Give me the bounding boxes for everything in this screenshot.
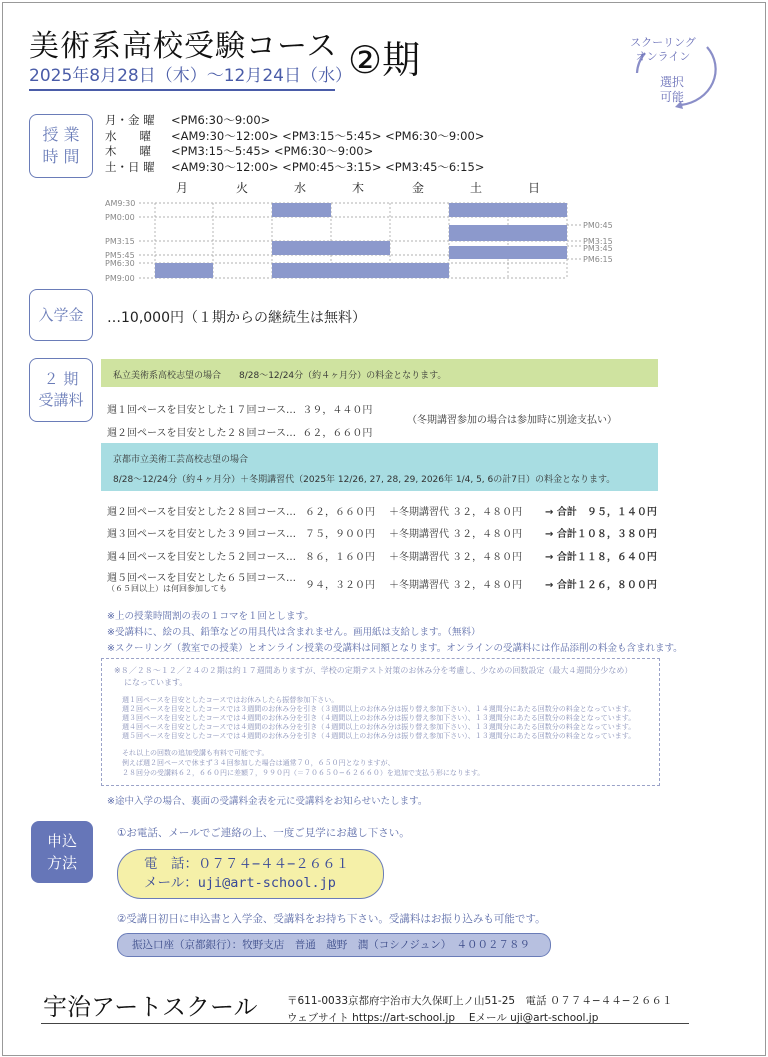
time-label: PM9:00 xyxy=(105,274,135,283)
badge-line1: スクーリング xyxy=(630,36,696,49)
public-course-row: 週３回ペースを目安とした３９回コース… xyxy=(107,529,296,540)
day-wed: 水 xyxy=(293,181,306,195)
schedule-row: 木 曜 <PM3:15〜5:45> <PM6:30〜9:00> xyxy=(105,144,374,158)
contact-box xyxy=(117,849,384,899)
schedule-row: 水 曜 <AM9:30〜12:00> <PM3:15〜5:45> <PM6:30〜9:00> xyxy=(105,128,485,143)
public-course-row: 週４回ペースを目安とした５２回コース… xyxy=(107,552,296,563)
time-label: PM0:00 xyxy=(105,213,135,222)
slot-weekend-morning xyxy=(449,203,567,217)
term-label: ②期 xyxy=(348,38,421,82)
time-label: PM3:45 xyxy=(583,244,613,253)
slot-wed-morning xyxy=(272,203,331,217)
badge-line3: 選択 xyxy=(659,75,684,89)
day-mon: 月 xyxy=(175,181,188,195)
public-course-total: → 合計１０８，３８０円 xyxy=(545,529,657,540)
public-course-total: → 合計１１８，６４０円 xyxy=(545,552,657,563)
public-course-price: ６２，６６０円 xyxy=(305,507,375,518)
apply-label: 申込 方法 xyxy=(31,821,93,883)
enrollment-fee: …10,000円（１期からの継続生は無料） xyxy=(107,310,366,326)
slot-wed-fri-evening xyxy=(272,263,449,278)
note-line: ※スクーリング（教室での授業）とオンライン授業の受講料は同額となります。オンラインの受講料には作品添削の料金も含まれます。 xyxy=(107,643,683,654)
badge-line2: オンライン xyxy=(635,50,691,63)
footer-website[interactable]: ウェブサイト https://art-school.jp Eメール uji@art-school.jp xyxy=(287,1012,599,1024)
slot-wed-thu-afternoon xyxy=(272,241,390,255)
public-school-header: 京都市立美術工芸高校志望の場合 8/28〜12/24分（約４ヶ月分）＋冬期講習代（2025年 12/26, 27, 28, 29, 2026年 1/4, 5, 6の計7日）の料金となります。 xyxy=(101,443,658,491)
slot-mon-evening xyxy=(155,263,213,278)
public-course-extra: ＋冬期講習代 ３２，４８０円 xyxy=(389,529,523,540)
public-course-extra: ＋冬期講習代 ３２，４８０円 xyxy=(389,507,523,518)
footer-address: 〒611-0033京都府宇治市大久保町上ノ山51-25 電話 ０７７４−４４−２６６１ xyxy=(287,995,673,1007)
timetable-grid xyxy=(103,197,613,283)
day-sun: 日 xyxy=(527,181,540,195)
page-title: 美術系高校受験コース xyxy=(29,29,338,64)
public-course-price: ８６，１６０円 xyxy=(305,552,375,563)
apply-step-1: ①お電話、メールでご連絡の上、一度ご見学にお越し下さい。 xyxy=(117,827,410,839)
schooling-online-badge xyxy=(615,33,725,109)
public-course-total: → 合計１２６，８００円 xyxy=(545,580,657,591)
public-course-extra: ＋冬期講習代 ３２，４８０円 xyxy=(389,580,523,591)
public-course-extra: ＋冬期講習代 ３２，４８０円 xyxy=(389,552,523,563)
bank-account: 振込口座（京都銀行）：牧野支店 普通 越野 潤（コシノジュン） ４００２７８９ xyxy=(117,933,551,957)
schedule-label: 授 業 時 間 xyxy=(29,114,93,178)
enrollment-label: 入学金 xyxy=(29,289,93,341)
time-label: PM3:15 xyxy=(105,237,135,246)
note-line: ※上の授業時間割の表の１コマを１回とします。 xyxy=(107,611,314,622)
time-label: PM6:15 xyxy=(583,255,613,264)
time-label: PM0:45 xyxy=(583,221,613,230)
time-label: AM9:30 xyxy=(105,199,136,208)
time-label: PM6:30 xyxy=(105,259,135,268)
time-label: PM3:15 xyxy=(583,237,613,246)
day-tue: 火 xyxy=(235,181,248,195)
session-count-note-box: ※８／２８〜１２／２４の２期は約１７週間ありますが、学校の定期テスト対策のお休み分を考慮し、少なめの回数設定（最大４週間分少なめ） になっています。 週１回ペースを目安としたコースではお休みしたら振替参加下さい。 週２回ペースを目安としたコースでは３週間のお休み分を引き（３週間以上のお休み分は振り替え参加下さい）、１４週間分にあたる回数分の料金となっています。 週３回ペースを目安としたコースでは４週間のお休み分を引き（４週間以上のお休み分は振り替え参加下さい）、１３週間分にあたる回数分の料金となっています。 週４回ペースを目安としたコースでは４週間のお休み分を引き（４週間以上のお休み分は振り替え参加下さい）、１３週間分にあたる回数分の料金となっています。 週５回ペースを目安としたコースでは４週間のお休み分を引き（４週間以上のお休み分は振り替え参加下さい）、１３週間分にあたる回数分の料金となっています。 それ以上の回数の追加受講も有料で可能です。 例えば週２回ペースで休まず３４回参加した場合は通常７０，６５０円となりますが、 ２８回分の受講料６２，６６０円に差額７，９９０円（＝７０６５０−６２６６０）を追加で支払う形になります。 xyxy=(101,658,660,786)
apply-step-2: ②受講日初日に申込書と入学金、受講料をお持ち下さい。受講料はお振り込みも可能です。 xyxy=(117,913,546,925)
public-course-total: → 合計 ９５，１４０円 xyxy=(545,507,657,518)
day-thu: 木 xyxy=(351,181,364,195)
public-course-row-sub: （６５回以上）は何回参加しても xyxy=(107,584,227,593)
time-label: PM5:45 xyxy=(105,251,135,260)
course-period: 2025年8月28日（木）〜12月24日（水） xyxy=(29,66,352,86)
badge-line4: 可能 xyxy=(659,90,684,104)
private-course-1: 週１回ペースを目安とした１７回コース… ３９，４４０円 xyxy=(107,405,373,416)
public-course-row: 週２回ペースを目安とした２８回コース… xyxy=(107,507,296,518)
private-course-2: 週２回ペースを目安とした２８回コース… ６２，６６０円 xyxy=(107,428,373,439)
note-line: ※受講料に、絵の具、鉛筆などの用具代は含まれません。画用紙は支給します。（無料） xyxy=(107,627,481,638)
private-school-header: 私立美術系高校志望の場合 8/28〜12/24分（約４ヶ月分）の料金となります。 xyxy=(101,359,658,387)
schedule-list xyxy=(105,113,484,175)
tuition-label: ２ 期 受講料 xyxy=(29,358,93,422)
day-sat: 土 xyxy=(469,181,482,195)
day-fri: 金 xyxy=(411,181,424,195)
schedule-row: 月・金 曜 <PM6:30〜9:00> xyxy=(105,113,271,127)
schedule-row: 土・日 曜 <AM9:30〜12:00> <PM0:45〜3:15> <PM3:45〜6:15> xyxy=(105,159,485,174)
winter-note: （冬期講習参加の場合は参加時に別途支払い） xyxy=(407,415,617,426)
slot-weekend-afternoon xyxy=(449,246,567,259)
email-address[interactable]: メール：uji@art-school.jp xyxy=(144,875,336,891)
slot-weekend-noon xyxy=(449,225,567,241)
public-course-price: ９４，３２０円 xyxy=(305,580,375,591)
title-underline xyxy=(29,89,335,91)
phone-number[interactable]: 電 話：０７７４−４４−２６６１ xyxy=(144,856,350,872)
school-name: 宇治アートスクール xyxy=(43,993,258,1021)
public-course-price: ７５，９００円 xyxy=(305,529,375,540)
public-course-row: 週５回ペースを目安とした６５回コース… xyxy=(107,573,296,584)
flyer-page xyxy=(2,2,766,1056)
mid-join-note: ※途中入学の場合、裏面の受講料金表を元に受講料をお知らせいたします。 xyxy=(107,796,428,807)
